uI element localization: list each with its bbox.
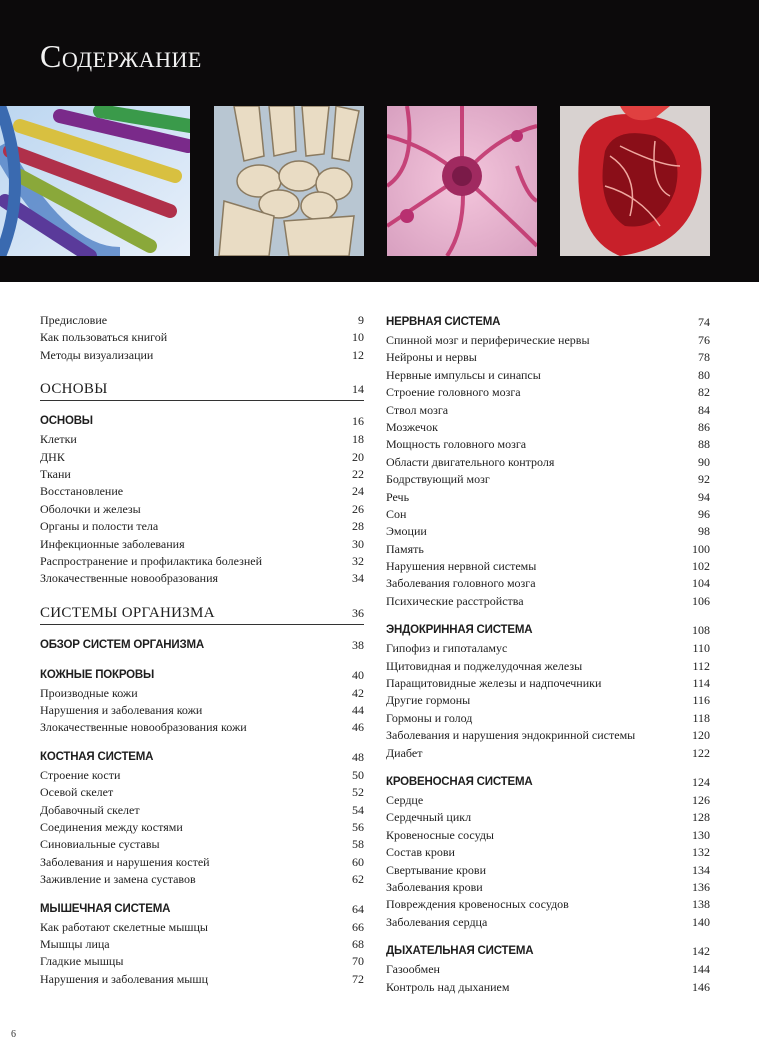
toc-entry-page: 32 <box>352 553 364 568</box>
page-number: 6 <box>11 1029 16 1040</box>
toc-entry <box>40 919 364 936</box>
toc-entry-page: 76 <box>698 333 710 347</box>
toc-entry <box>386 471 710 488</box>
toc-entry-page: 112 <box>692 658 710 673</box>
page-title: Содержание <box>40 38 202 74</box>
toc-entry-page: 116 <box>692 693 710 708</box>
toc-entry <box>386 809 710 826</box>
toc-entry <box>386 827 710 844</box>
toc-entry <box>386 367 710 384</box>
toc-entry-title: Заболевания головного мозга <box>386 576 536 591</box>
toc-entry <box>40 953 364 970</box>
toc-entry-title: КОЖНЫЕ ПОКРОВЫ <box>40 668 155 681</box>
toc-entry-page: 64 <box>352 901 364 916</box>
toc-entry <box>40 802 364 819</box>
toc-entry-title: Сердечный цикл <box>386 810 472 825</box>
toc-entry-page: 10 <box>352 330 364 345</box>
toc-entry <box>40 466 364 483</box>
toc-entry-page: 48 <box>352 749 364 764</box>
toc-entry <box>40 854 364 871</box>
toc-entry-title: Заболевания и нарушения костей <box>40 854 210 869</box>
toc-entry <box>386 879 710 896</box>
toc-entry-title: Мозжечок <box>386 419 438 434</box>
toc-entry <box>386 658 710 675</box>
toc-entry-title: Эмоции <box>386 524 427 539</box>
toc-entry-title: Газообмен <box>386 962 440 977</box>
toc-entry-title: Как работают скелетные мышцы <box>40 919 208 934</box>
toc-entry-page: 132 <box>692 845 710 860</box>
toc-section-heading <box>40 411 364 431</box>
toc-section-heading <box>40 747 364 767</box>
toc-entry-page: 110 <box>692 641 710 656</box>
toc-entry-page: 114 <box>692 676 710 691</box>
toc-entry <box>40 702 364 719</box>
toc-entry-title: ОСНОВЫ <box>40 381 108 398</box>
toc-entry-page: 50 <box>352 767 364 782</box>
toc-entry-page: 138 <box>692 897 710 912</box>
toc-entry <box>386 745 710 762</box>
toc-entry-title: СИСТЕМЫ ОРГАНИЗМА <box>40 604 215 621</box>
toc-entry <box>386 558 710 575</box>
toc-entry <box>40 819 364 836</box>
toc-entry-page: 144 <box>692 962 710 977</box>
toc-entry <box>386 961 710 978</box>
toc-entry <box>386 862 710 879</box>
toc-entry-title: Гипофиз и гипоталамус <box>386 641 508 656</box>
toc-entry-page: 104 <box>692 576 710 591</box>
toc-entry <box>386 979 710 996</box>
toc-entry-title: Заболевания сердца <box>386 914 488 929</box>
toc-entry-page: 26 <box>352 501 364 516</box>
toc-entry-title: Состав крови <box>386 845 455 860</box>
toc-entry <box>40 347 364 364</box>
toc-entry <box>386 384 710 401</box>
toc-entry <box>386 914 710 931</box>
toc-entry-title: Распространение и профилактика болезней <box>40 553 262 568</box>
toc-entry-title: Спинной мозг и периферические нервы <box>386 333 590 347</box>
toc-entry-title: Злокачественные новообразования кожи <box>40 720 247 735</box>
toc-entry <box>386 523 710 540</box>
toc-entry-page: 90 <box>698 454 710 469</box>
toc-entry <box>386 332 710 349</box>
toc-left-column <box>40 312 364 988</box>
toc-entry-page: 142 <box>692 944 710 959</box>
toc-entry <box>40 784 364 801</box>
toc-entry-page: 54 <box>352 802 364 817</box>
toc-entry-title: ОСНОВЫ <box>40 415 93 428</box>
toc-entry-page: 80 <box>698 367 710 382</box>
toc-entry-page: 74 <box>698 315 710 329</box>
toc-entry <box>386 896 710 913</box>
toc-entry-title: Синовиальные суставы <box>40 837 160 852</box>
toc-entry-page: 84 <box>698 402 710 417</box>
toc-entry-title: Мощность головного мозга <box>386 437 527 452</box>
toc-entry-title: Области двигательного контроля <box>386 454 555 469</box>
toc-entry <box>386 844 710 861</box>
toc-entry-title: Диабет <box>386 745 423 760</box>
toc-entry-page: 20 <box>352 449 364 464</box>
toc-entry-title: Осевой скелет <box>40 785 114 800</box>
toc-entry-title: ОБЗОР СИСТЕМ ОРГАНИЗМА <box>40 638 204 651</box>
toc-entry-page: 70 <box>352 954 364 969</box>
toc-section-heading <box>40 635 364 655</box>
toc-section-heading <box>386 941 710 961</box>
toc-right-column <box>386 312 710 996</box>
toc-entry-title: ЭНДОКРИННАЯ СИСТЕМА <box>386 624 533 637</box>
toc-entry-page: 96 <box>698 506 710 521</box>
toc-entry-page: 40 <box>352 667 364 682</box>
toc-entry <box>386 692 710 709</box>
toc-entry-page: 12 <box>352 347 364 362</box>
toc-entry-title: Щитовидная и поджелудочная железы <box>386 658 583 673</box>
toc-entry-page: 82 <box>698 385 710 400</box>
toc-entry-title: Психические расстройства <box>386 593 524 608</box>
toc-entry-title: Заживление и замена суставов <box>40 872 196 887</box>
toc-entry <box>40 483 364 500</box>
toc-entry-page: 126 <box>692 792 710 807</box>
toc-entry-page: 78 <box>698 350 710 365</box>
toc-entry-page: 28 <box>352 519 364 534</box>
toc-entry-page: 38 <box>352 637 364 652</box>
toc-entry <box>386 593 710 610</box>
toc-entry <box>40 936 364 953</box>
toc-entry-title: Нейроны и нервы <box>386 350 477 365</box>
toc-entry-page: 24 <box>352 484 364 499</box>
toc-entry-title: Бодрствующий мозг <box>386 472 490 487</box>
toc-entry <box>386 792 710 809</box>
toc-entry-page: 108 <box>692 623 710 638</box>
toc-entry-title: Гормоны и голод <box>386 710 473 725</box>
toc-entry-title: Заболевания крови <box>386 879 483 894</box>
toc-entry-title: Клетки <box>40 432 77 447</box>
toc-part-heading <box>40 378 364 401</box>
toc-entry-page: 128 <box>692 810 710 825</box>
toc-entry-title: Мышцы лица <box>40 936 110 951</box>
toc-entry-title: КОСТНАЯ СИСТЕМА <box>40 750 154 763</box>
toc-entry-title: Нарушения и заболевания мышц <box>40 971 209 986</box>
toc-entry-page: 100 <box>692 541 710 556</box>
toc-entry-title: Методы визуализации <box>40 347 154 362</box>
toc-entry-page: 60 <box>352 854 364 869</box>
toc-entry <box>386 506 710 523</box>
toc-entry-page: 102 <box>692 559 710 574</box>
toc-entry-title: Гладкие мышцы <box>40 954 124 969</box>
toc-entry-page: 134 <box>692 862 710 877</box>
toc-entry-title: Ствол мозга <box>386 402 449 417</box>
toc-entry-page: 30 <box>352 536 364 551</box>
toc-entry-title: Кровеносные сосуды <box>386 827 494 842</box>
toc-entry-title: Нервные импульсы и синапсы <box>386 367 541 382</box>
toc-entry <box>386 640 710 657</box>
toc-entry-title: Свертывание крови <box>386 862 486 877</box>
toc-entry-page: 42 <box>352 685 364 700</box>
toc-entry-page: 92 <box>698 472 710 487</box>
toc-entry-page: 58 <box>352 837 364 852</box>
toc-section-heading <box>386 620 710 640</box>
toc-entry-title: Соединения между костями <box>40 820 183 835</box>
toc-entry-title: Паращитовидные железы и надпочечники <box>386 676 602 691</box>
toc-entry-page: 98 <box>698 524 710 539</box>
toc-entry-title: Строение кости <box>40 767 121 782</box>
toc-entry-page: 56 <box>352 820 364 835</box>
toc-entry <box>40 518 364 535</box>
toc-entry <box>386 675 710 692</box>
toc-entry-title: Память <box>386 541 424 556</box>
toc-entry <box>386 541 710 558</box>
neurons-image <box>387 106 537 256</box>
toc-entry-page: 122 <box>692 745 710 760</box>
toc-entry-page: 62 <box>352 872 364 887</box>
toc-entry-title: НЕРВНАЯ СИСТЕМА <box>386 316 501 328</box>
toc-entry-title: Как пользоваться книгой <box>40 330 168 345</box>
toc-entry <box>40 685 364 702</box>
heart-image <box>560 106 710 256</box>
toc-entry-page: 130 <box>692 827 710 842</box>
toc-entry-title: Добавочный скелет <box>40 802 140 817</box>
toc-entry <box>40 329 364 346</box>
toc-entry-title: Нарушения и заболевания кожи <box>40 703 203 718</box>
toc-entry-title: Предисловие <box>40 313 108 327</box>
toc-entry <box>386 402 710 419</box>
toc-entry-title: Другие гормоны <box>386 693 471 708</box>
toc-entry <box>386 349 710 366</box>
toc-entry-page: 136 <box>692 879 710 894</box>
toc-entry-title: КРОВЕНОСНАЯ СИСТЕМА <box>386 775 533 788</box>
header-banner <box>0 0 759 282</box>
toc-entry-page: 140 <box>692 914 710 929</box>
toc-entry-page: 52 <box>352 785 364 800</box>
toc-entry <box>386 710 710 727</box>
toc-entry-page: 120 <box>692 728 710 743</box>
toc-entry-title: Органы и полости тела <box>40 519 159 534</box>
toc-entry <box>40 971 364 988</box>
toc-entry <box>40 767 364 784</box>
toc-entry-page: 66 <box>352 919 364 934</box>
toc-entry-title: Производные кожи <box>40 685 138 700</box>
toc-entry-title: Сердце <box>386 792 424 807</box>
toc-entry-title: Контроль над дыханием <box>386 979 510 994</box>
toc-entry-title: Нарушения нервной системы <box>386 559 537 574</box>
toc-entry-title: Ткани <box>40 466 71 481</box>
toc-entry <box>386 489 710 506</box>
toc-entry-page: 14 <box>352 382 364 397</box>
toc-entry <box>386 454 710 471</box>
toc-entry <box>386 419 710 436</box>
toc-entry <box>386 575 710 592</box>
toc-section-heading <box>386 772 710 792</box>
toc-entry <box>40 871 364 888</box>
toc-entry-title: МЫШЕЧНАЯ СИСТЕМА <box>40 902 171 915</box>
toc-entry-title: Злокачественные новообразования <box>40 571 219 586</box>
toc-part-heading <box>40 602 364 625</box>
toc-entry <box>40 553 364 570</box>
toc-section-heading <box>386 312 710 332</box>
toc-entry <box>40 312 364 329</box>
toc-entry <box>40 536 364 553</box>
toc-entry-page: 46 <box>352 720 364 735</box>
toc-entry-page: 16 <box>352 414 364 429</box>
toc-entry-title: Восстановление <box>40 484 124 499</box>
toc-entry <box>40 501 364 518</box>
toc-section-heading <box>40 665 364 685</box>
toc-entry-page: 44 <box>352 703 364 718</box>
toc-entry-title: Оболочки и железы <box>40 501 141 516</box>
toc-entry-title: ДЫХАТЕЛЬНАЯ СИСТЕМА <box>386 945 534 958</box>
toc-entry <box>40 836 364 853</box>
toc-entry-page: 118 <box>692 710 710 725</box>
toc-entry-page: 86 <box>698 419 710 434</box>
toc-entry <box>40 431 364 448</box>
wrist-bones-image <box>214 106 364 256</box>
toc-entry <box>40 570 364 587</box>
toc-entry-page: 18 <box>352 432 364 447</box>
toc-section-heading <box>40 899 364 919</box>
toc-entry-title: Повреждения кровеносных сосудов <box>386 897 569 912</box>
toc-entry-title: Сон <box>386 506 407 521</box>
toc-entry <box>386 727 710 744</box>
toc-entry-title: ДНК <box>40 449 65 464</box>
toc-entry-page: 36 <box>352 605 364 620</box>
toc-entry <box>386 436 710 453</box>
dna-image <box>0 106 190 256</box>
toc-entry-title: Инфекционные заболевания <box>40 536 185 551</box>
toc-entry-page: 34 <box>352 571 364 586</box>
toc-entry <box>40 449 364 466</box>
toc-entry-page: 94 <box>698 489 710 504</box>
toc-entry-title: Речь <box>386 489 410 504</box>
toc-entry-page: 72 <box>352 971 364 986</box>
toc-entry-page: 9 <box>358 313 364 327</box>
toc-entry-page: 22 <box>352 466 364 481</box>
toc-entry-page: 124 <box>692 774 710 789</box>
toc-entry-title: Строение головного мозга <box>386 385 521 400</box>
toc-entry-page: 106 <box>692 593 710 608</box>
toc-entry-page: 68 <box>352 936 364 951</box>
toc-entry-page: 146 <box>692 979 710 994</box>
toc-entry-title: Заболевания и нарушения эндокринной системы <box>386 728 636 743</box>
toc-entry <box>40 719 364 736</box>
toc-entry-page: 88 <box>698 437 710 452</box>
